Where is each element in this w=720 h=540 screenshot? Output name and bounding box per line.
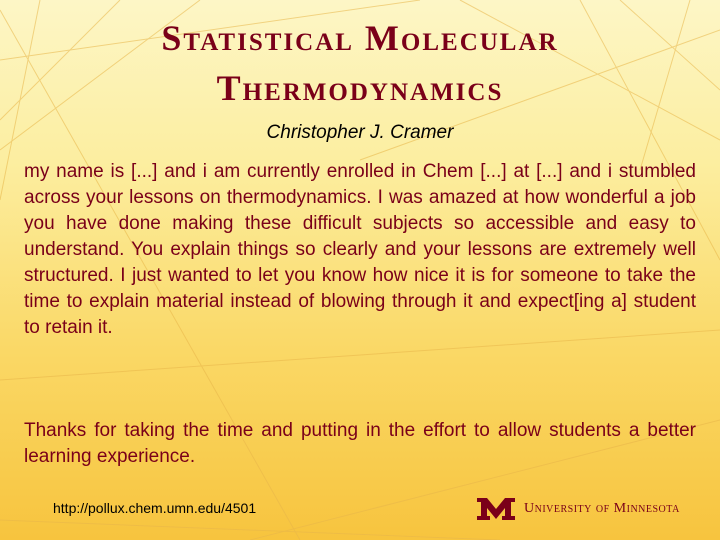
block-m-icon <box>476 497 516 521</box>
author-name: Christopher J. Cramer <box>266 122 454 143</box>
university-logo <box>476 496 680 522</box>
testimonial-paragraph-2: Thanks for taking the time and putting in the effort to allow students a better learning experience. <box>24 420 696 467</box>
logo-wordmark: University of Minnesota <box>524 501 680 516</box>
title-line-2: Thermodynamics <box>216 68 504 108</box>
source-url[interactable]: http://pollux.chem.umn.edu/4501 <box>53 500 257 516</box>
title-line-1: Statistical Molecular <box>161 18 559 58</box>
testimonial-paragraph-1: my name is [...] and i am currently enrolled in Chem [...] at [...] and i stumbled across your lessons on thermodynamics. I was amazed at how wonderful a job you have done making these difficult subjects so accessible and easy to understand. You explain things so clearly and your lessons are extremely well structured. I just wanted to let you know how nice it is for someone to take the time to explain material instead of blowing through it and expect[ing a] student to retain it. <box>24 161 696 338</box>
